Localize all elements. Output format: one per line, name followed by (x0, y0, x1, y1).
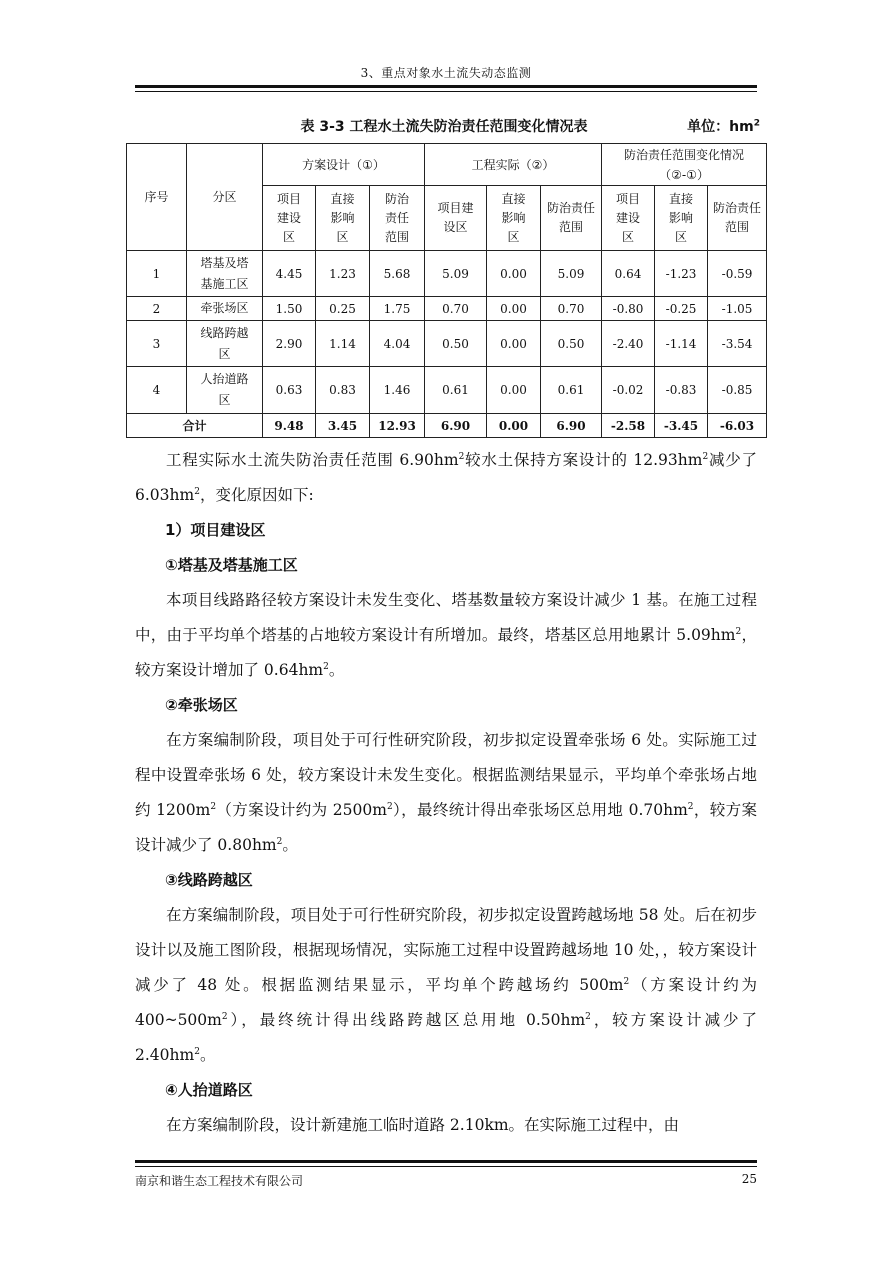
cell: -3.54 (708, 321, 767, 367)
cell: 0.00 (487, 251, 541, 297)
subsection-heading: ②牵张场区 (165, 696, 238, 714)
cell: 5.09 (425, 251, 487, 297)
header-index: 序号 (127, 144, 187, 251)
cell: -1.23 (655, 251, 708, 297)
header-rule-thin (135, 91, 757, 92)
table-caption (128, 116, 760, 138)
cell: 0.70 (541, 297, 602, 321)
subsection-paragraph: 本项目线路路径较方案设计未发生变化、塔基数量较方案设计减少 1 基。在施工过程中，由于平均单个塔基的占地较方案设计有所增加。最终，塔基区总用地累计 $5.09hm^2$，较方案设计增加了 $0.64hm^2$。 (135, 591, 757, 679)
cell: -1.05 (708, 297, 767, 321)
cell: 0.61 (425, 367, 487, 414)
cell: -0.02 (602, 367, 655, 414)
total-row (127, 414, 767, 438)
footer-company: 南京和谐生态工程技术有限公司 (135, 1174, 304, 1188)
responsibility-table (126, 143, 767, 438)
cell: 0.50 (541, 321, 602, 367)
subheader-cell: 防治责任范围 (708, 186, 767, 251)
total-cell: -2.58 (602, 414, 655, 438)
subheader-cell: 直接影响区 (487, 186, 541, 251)
subheader-cell: 项目建设区 (425, 186, 487, 251)
header-change (602, 144, 767, 186)
cell: 0.00 (487, 321, 541, 367)
cell: 5.09 (541, 251, 602, 297)
header-change-line2: （②-①） (659, 167, 709, 182)
table-row (127, 367, 767, 414)
row-index: 4 (127, 367, 187, 414)
total-cell: 0.00 (487, 414, 541, 438)
section-heading: 1）项目建设区 (165, 521, 266, 539)
subheader-cell: 直接影响区 (655, 186, 708, 251)
row-index: 1 (127, 251, 187, 297)
cell: 0.00 (487, 297, 541, 321)
subsection-heading: ①塔基及塔基施工区 (165, 556, 298, 574)
page-number: 25 (741, 1172, 757, 1186)
total-cell: 12.93 (370, 414, 425, 438)
footer-rule-thin (135, 1166, 757, 1167)
subsection-paragraph: 在方案编制阶段，设计新建施工临时道路 2.10km。在实际施工过程中，由 (166, 1116, 680, 1134)
cell: 0.61 (541, 367, 602, 414)
header-rule-thick (135, 85, 757, 88)
header-plan: 方案设计（①） (263, 144, 425, 186)
subheader-cell: 防治责任范围 (541, 186, 602, 251)
cell: 2.90 (263, 321, 316, 367)
total-label: 合计 (127, 414, 263, 438)
total-cell: 9.48 (263, 414, 316, 438)
subheader-cell: 防治责任范围 (370, 186, 425, 251)
cell: -2.40 (602, 321, 655, 367)
subheader-cell: 项目建设区 (263, 186, 316, 251)
unit-sup: 2 (753, 118, 760, 129)
total-cell: 3.45 (316, 414, 370, 438)
total-cell: 6.90 (425, 414, 487, 438)
subsection-heading: ③线路跨越区 (165, 871, 253, 889)
subheader-cell: 直接影响区 (316, 186, 370, 251)
cell: -0.83 (655, 367, 708, 414)
subsection-heading: ④人抬道路区 (165, 1081, 253, 1099)
row-index: 2 (127, 297, 187, 321)
table-unit (687, 116, 760, 136)
cell: 1.75 (370, 297, 425, 321)
cell: 5.68 (370, 251, 425, 297)
total-cell: -6.03 (708, 414, 767, 438)
table-row (127, 297, 767, 321)
row-zone: 线路跨越区 (187, 321, 263, 367)
subsection-paragraph: 在方案编制阶段，项目处于可行性研究阶段，初步拟定设置牵张场 6 处。实际施工过程中设置牵张场 6 处，较方案设计未发生变化。根据监测结果显示，平均单个牵张场占地约 $1200m^2$（方案设计约为 $2500m^2$），最终统计得出牵张场区总用地 $0.70hm^2$，较方案设计减少了 $0.80hm^2$。 (135, 731, 758, 854)
cell: 0.63 (263, 367, 316, 414)
footer-rule-thick (135, 1160, 757, 1163)
header-actual: 工程实际（②） (425, 144, 602, 186)
unit-label: 单位：hm (687, 119, 754, 135)
total-cell: 6.90 (541, 414, 602, 438)
cell: 0.25 (316, 297, 370, 321)
cell: -0.80 (602, 297, 655, 321)
table-title: 表 3-3 工程水土流失防治责任范围变化情况表 (300, 119, 588, 135)
body-text (135, 443, 757, 1143)
row-zone: 塔基及塔基施工区 (187, 251, 263, 297)
cell: -0.25 (655, 297, 708, 321)
row-zone: 人抬道路区 (187, 367, 263, 414)
total-cell: -3.45 (655, 414, 708, 438)
intro-paragraph: 工程实际水土流失防治责任范围 $6.90hm^2$较水土保持方案设计的 $12.93hm^2$减少了 $6.03hm^2$，变化原因如下: (135, 451, 757, 504)
table-row (127, 321, 767, 367)
header-zone: 分区 (187, 144, 263, 251)
table-row (127, 251, 767, 297)
cell: 4.04 (370, 321, 425, 367)
cell: -1.14 (655, 321, 708, 367)
row-zone: 牵张场区 (187, 297, 263, 321)
cell: 0.64 (602, 251, 655, 297)
header-change-line1: 防治责任范围变化情况 (624, 147, 745, 162)
cell: 0.70 (425, 297, 487, 321)
cell: -0.85 (708, 367, 767, 414)
cell: 1.46 (370, 367, 425, 414)
cell: -0.59 (708, 251, 767, 297)
cell: 0.50 (425, 321, 487, 367)
cell: 1.14 (316, 321, 370, 367)
running-header: 3、重点对象水土流失动态监测 (360, 66, 532, 80)
subsection-paragraph: 在方案编制阶段，项目处于可行性研究阶段，初步拟定设置跨越场地 58 处。后在初步设计以及施工图阶段，根据现场情况，实际施工过程中设置跨越场地 10 处，，较方案设计减少了 48 处。根据监测结果显示，平均单个跨越场约 $500m^2$（方案设计约为 $400\sim 500m^2$），最终统计得出线路跨越区总用地 $0.50hm^2$，较方案设计减少了 $2.40hm^2$。 (135, 906, 757, 1064)
cell: 0.83 (316, 367, 370, 414)
cell: 0.00 (487, 367, 541, 414)
row-index: 3 (127, 321, 187, 367)
cell: 4.45 (263, 251, 316, 297)
cell: 1.50 (263, 297, 316, 321)
subheader-cell: 项目建设区 (602, 186, 655, 251)
cell: 1.23 (316, 251, 370, 297)
